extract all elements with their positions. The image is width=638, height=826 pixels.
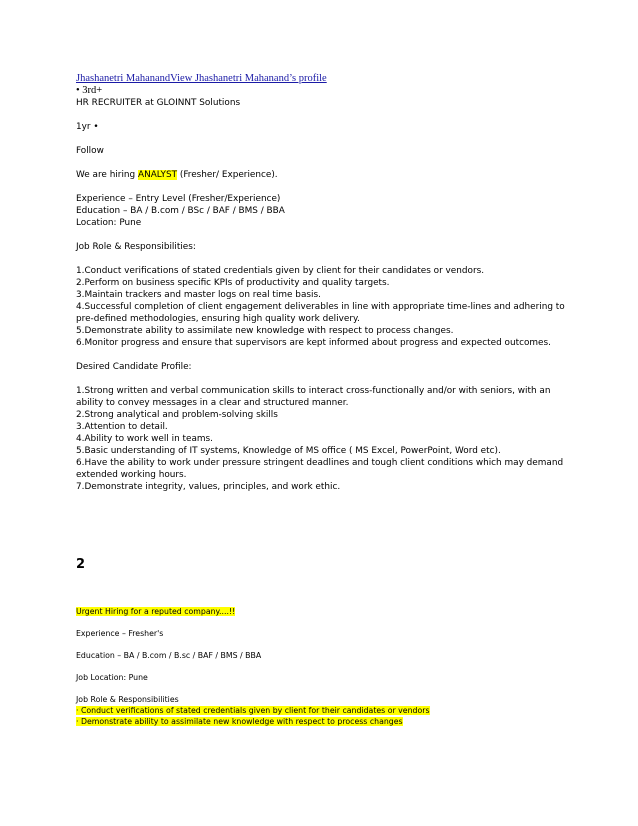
hiring-prefix: We are hiring xyxy=(76,170,138,180)
location-line-2: Job Location: Pune xyxy=(76,673,148,682)
role-heading: Job Role & Responsibilities: xyxy=(76,242,196,252)
section-number: 2 xyxy=(76,557,86,572)
post-time: 1yr • xyxy=(76,122,99,132)
responsibility-text: · Conduct verifications of stated credentials given by client for their candidates or vendors xyxy=(76,706,430,715)
profile-heading: Desired Candidate Profile: xyxy=(76,362,192,372)
profile-header xyxy=(76,73,578,97)
urgent-highlight: Urgent Hiring for a reputed company....!! xyxy=(76,607,236,616)
hiring-highlight: ANALYST xyxy=(138,170,178,180)
profile-item: 5.Basic understanding of IT systems, Knowledge of MS office ( MS Excel, PowerPoint, Word etc). xyxy=(76,446,501,456)
experience-line-2: Experience – Fresher's xyxy=(76,629,164,638)
connection-degree: • 3rd+ xyxy=(76,85,103,96)
urgent-line xyxy=(76,606,578,617)
role-heading-2: Job Role & Responsibilities xyxy=(76,695,179,704)
role-item: 3.Maintain trackers and master logs on real time basis. xyxy=(76,290,321,300)
follow-button[interactable]: Follow xyxy=(76,146,104,156)
responsibility-text: · Demonstrate ability to assimilate new knowledge with respect to process changes xyxy=(76,717,403,726)
location-line: Location: Pune xyxy=(76,218,142,228)
responsibility-item xyxy=(76,705,578,716)
role-item: 5.Demonstrate ability to assimilate new knowledge with respect to process changes. xyxy=(76,326,454,336)
role-item: 2.Perform on business specific KPIs of productivity and quality targets. xyxy=(76,278,390,288)
role-item: 1.Conduct verifications of stated credentials given by client for their candidates or vendors. xyxy=(76,266,485,276)
experience-line: Experience – Entry Level (Fresher/Experience) xyxy=(76,194,281,204)
education-line-2: Education – BA / B.com / B.sc / BAF / BMS / BBA xyxy=(76,651,262,660)
hiring-suffix: (Fresher/ Experience). xyxy=(177,170,278,180)
headline: HR RECRUITER at GLOINNT Solutions xyxy=(76,98,241,108)
education-line: Education – BA / B.com / BSc / BAF / BMS / BBA xyxy=(76,206,285,216)
role-item: 6.Monitor progress and ensure that supervisors are kept informed about progress and expected outcomes. xyxy=(76,338,551,348)
hiring-line xyxy=(76,169,578,181)
responsibility-item xyxy=(76,716,578,727)
profile-item: 4.Ability to work well in teams. xyxy=(76,434,214,444)
profile-item: 2.Strong analytical and problem-solving skills xyxy=(76,410,278,420)
profile-item: 3.Attention to detail. xyxy=(76,422,168,432)
role-item: 4.Successful completion of client engagement deliverables in line with appropriate time-lines and adhering to pre-defined methodologies, ensuring high quality work delivery. xyxy=(76,302,565,324)
profile-link[interactable]: Jhashanetri MahanandView Jhashanetri Mahanand’s profile xyxy=(76,73,327,84)
profile-item: 1.Strong written and verbal communication skills to interact cross-functionally and/or with seniors, with an ability to convey messages in a clear and structured manner. xyxy=(76,386,551,408)
profile-item: 7.Demonstrate integrity, values, principles, and work ethic. xyxy=(76,482,341,492)
profile-item: 6.Have the ability to work under pressure stringent deadlines and tough client conditions which may demand extended working hours. xyxy=(76,458,564,480)
